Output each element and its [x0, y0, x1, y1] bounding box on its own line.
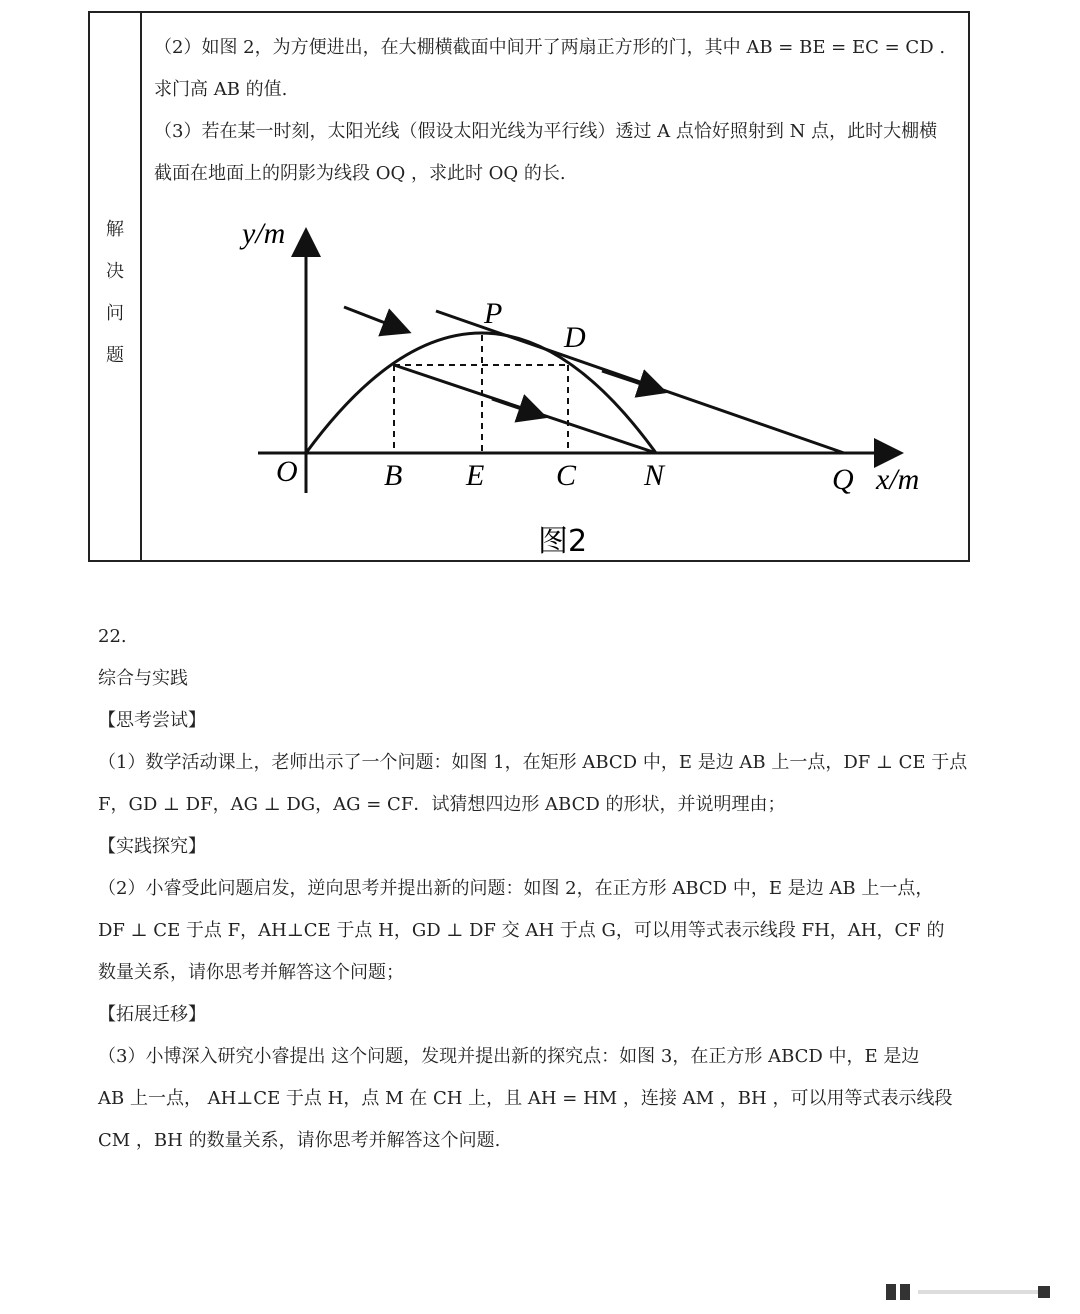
side-label	[100, 209, 130, 377]
label-c: C	[556, 459, 577, 492]
label-d: D	[564, 321, 586, 354]
y-axis-label: y/m	[242, 217, 286, 250]
q2-line-2: 求门高 AB 的值.	[154, 79, 288, 100]
problem-table	[88, 11, 970, 562]
q2-line-1: （2）如图 2，为方便进出，在大棚横截面中间开了两扇正方形的门，其中 AB = BE = EC = CD .	[154, 37, 946, 58]
problem-22	[98, 616, 988, 1162]
q3-line-2: 截面在地面上的阴影为线段 OQ ，求此时 OQ 的长.	[154, 163, 566, 184]
x-axis-label: x/m	[876, 463, 920, 496]
label-q: Q	[832, 463, 854, 496]
figure-2-svg	[230, 213, 950, 573]
ray-mid-arrow-1	[492, 399, 542, 416]
section-heading-1: 【思考尝试】	[98, 710, 206, 731]
side-char-3: 问	[106, 303, 124, 324]
section-heading-2: 【实践探究】	[98, 836, 206, 857]
side-char-4: 题	[106, 345, 124, 366]
label-e: E	[466, 459, 485, 492]
label-o: O	[276, 455, 298, 488]
problem-number: 22.	[98, 626, 127, 647]
side-char-2: 决	[106, 261, 124, 282]
p3-line-3: CM ，BH 的数量关系，请你思考并解答这个问题.	[98, 1130, 501, 1151]
side-column	[90, 13, 142, 560]
q3-line-1: （3）若在某一时刻，太阳光线（假设太阳光线为平行线）透过 A 点恰好照射到 N 点，此时大棚横	[154, 121, 938, 142]
p3-line-1: （3）小博深入研究小睿提出 这个问题，发现并提出新的探究点：如图 3，在正方形 ABCD 中，E 是边	[98, 1046, 920, 1067]
p1-line-1: （1）数学活动课上，老师出示了一个问题：如图 1，在矩形 ABCD 中，E 是边 AB 上一点，DF ⊥ CE 于点	[98, 752, 968, 773]
section-heading-3: 【拓展迁移】	[98, 1004, 206, 1025]
question-text	[154, 27, 966, 195]
ray-arrow-short	[344, 307, 406, 331]
p2-line-3: 数量关系，请你思考并解答这个问题；	[98, 962, 404, 983]
ray-mid-arrow-2	[602, 371, 662, 391]
label-n: N	[644, 459, 665, 492]
scroll-indicator-icon	[856, 1282, 1056, 1302]
figure-caption: 图2	[538, 524, 588, 559]
label-b: B	[384, 459, 403, 492]
problem-title: 综合与实践	[98, 668, 188, 689]
p3-line-2: AB 上一点， AH⊥CE 于点 H，点 M 在 CH 上，且 AH = HM ，连接 AM ，BH ，可以用等式表示线段	[98, 1088, 953, 1109]
side-char-1: 解	[106, 219, 124, 240]
p2-line-2: DF ⊥ CE 于点 F，AH⊥CE 于点 H，GD ⊥ DF 交 AH 于点 G，可以用等式表示线段 FH，AH，CF 的	[98, 920, 945, 941]
p2-line-1: （2）小睿受此问题启发，逆向思考并提出新的问题：如图 2，在正方形 ABCD 中，E 是边 AB 上一点，	[98, 878, 934, 899]
label-p: P	[484, 297, 503, 330]
figure-2	[230, 213, 950, 573]
p1-line-2: F，GD ⊥ DF，AG ⊥ DG，AG = CF．试猜想四边形 ABCD 的形状，并说明理由；	[98, 794, 786, 815]
